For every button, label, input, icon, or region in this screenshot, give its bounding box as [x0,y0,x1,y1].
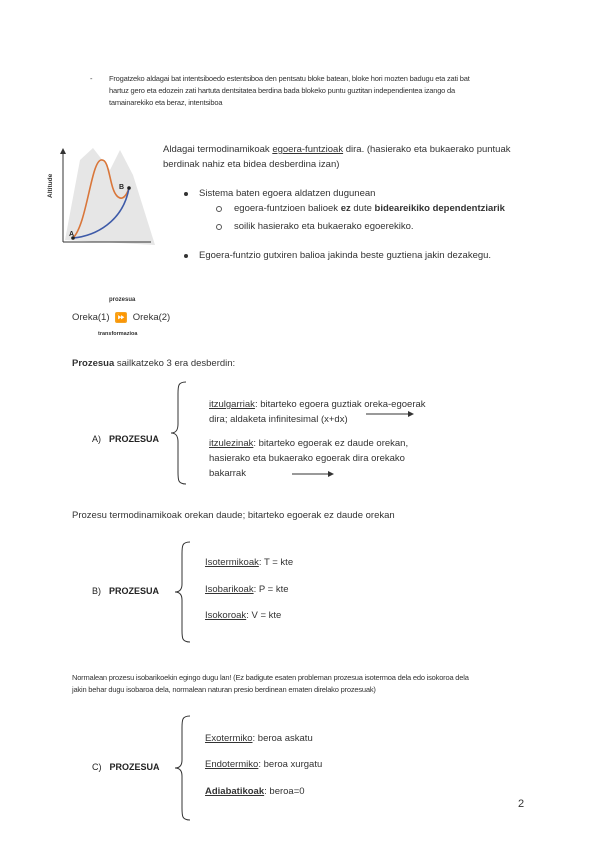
section-c-letter: C) [92,762,102,772]
process-top-label: prozesua [109,297,136,303]
section-a-item-1-term: itzulgarriak [209,399,255,410]
section-b-item-2-term: Isobarikoak [205,584,254,595]
arrow-right-icon [292,470,334,478]
point-b-marker [127,186,131,190]
section-b-title: PROZESUA [109,586,160,596]
figure-point-a: A [69,231,75,238]
section-a-heading [92,434,159,444]
section-c-item-3-term: Adiabatikoak [205,786,265,797]
intro-pre: Aldagai termodinamikoak [163,144,273,155]
figure-point-b: B [119,184,125,191]
state-left: Oreka(1) [72,312,110,323]
process-diagram-row [72,310,170,325]
classify-bold: Prozesua [72,358,115,369]
state-function-intro-line-1 [163,142,563,157]
sub1-mid: dute [350,203,375,214]
state-function-intro [163,142,563,172]
section-c-heading [92,762,160,772]
intro-line-1: Frogatzeko aldagai bat intentsiboedo estentsiboa den pentsatu bloke batean, bloke hori mozten badugu eta zati bat [109,74,470,83]
section-c-item-1-rest: : beroa askatu [252,733,313,744]
section-b-item-1-rest: : T = kte [258,557,294,568]
section-b-item-2-rest: : P = kte [253,584,289,595]
section-a-item-2-line-3: bakarrak [209,468,246,479]
fast-forward-icon: ⏩ [116,313,127,322]
note-b-line-1: Normalean prozesu isobarikoekin egingo dugu lan! (Ez badigute esaten probleman prozesua isotermoa dela edo isokoroa dela [72,673,469,682]
sub-bullet-circle [216,206,222,212]
section-c-brace [172,714,194,822]
sub1-bold: bideareikiko dependentziarik [374,203,505,214]
sub-bullet-1 [234,201,505,216]
section-a-item-1-rest: : bitarteko egoera guztiak oreka-egoerak [254,399,426,410]
section-c-item-2-rest: : beroa xurgatu [258,759,323,770]
intro-line-2: hartuz gero eta edozein zati hartuta dentsitatea berdina bada blokeko puntu guztitan independientea izango da [109,86,455,95]
section-a-item-2-term: itzulezinak [209,438,254,449]
section-c-item-2-term: Endotermiko [205,759,259,770]
section-a-item-1-line-2: dira; aldaketa infinitesimal (x+dx) [209,414,348,425]
section-a-item-2-rest: : bitarteko egoerak ez daude orekan, [253,438,409,449]
section-c-item-1-term: Exotermiko [205,733,253,744]
section-b-letter: B) [92,586,101,596]
intro-paragraph [109,73,549,109]
page-number: 2 [518,798,525,810]
intro-term: egoera-funtzioak [272,144,344,155]
bullet-2: Egoera-funtzio gutxiren balioa jakinda beste guztiena jakin dezakegu. [199,250,492,261]
section-b-item-3 [205,610,281,621]
classify-rest: sailkatzeko 3 era desberdin: [114,358,236,369]
section-b-item-3-term: Isokoroak [205,610,247,621]
section-b-item-1 [205,557,293,568]
state-function-intro-line-2: berdinak nahiz eta bidea desberdina izan) [163,159,340,170]
note-b [72,672,552,696]
section-a-item-2-line-1 [209,436,408,451]
section-a-title: PROZESUA [109,434,160,444]
intro-dash: - [90,74,93,83]
section-b-item-1-term: Isotermikoak [205,557,259,568]
intro-line-3: tamainarekiko eta beraz, intentsiboa [109,98,223,107]
section-b-item-3-rest: : V = kte [246,610,282,621]
note-b-line-2: jakin behar dugu isobaroa dela, normalean naturan presio berdinean ematen direlako prozesuak) [72,685,376,694]
section-c-item-3 [205,786,305,797]
section-a-brace [168,380,190,486]
bullet-dot [184,192,188,196]
process-bottom-label: transformazioa [98,331,138,337]
intro-post: dira. (hasierako eta bukaerako puntuak [343,144,511,155]
sub-bullet-circle [216,224,222,230]
bullet-dot [184,254,188,258]
sub1-pre: egoera-funtzioen balioek [234,203,341,214]
section-c-title: PROZESUA [109,762,160,772]
section-b-item-2 [205,584,289,595]
note-a: Prozesu termodinamikoak orekan daude; bitarteko egoerak ez daude orekan [72,510,395,521]
section-b-heading [92,586,159,596]
figure-y-label: Altitude [47,173,54,198]
classification-heading [72,356,235,371]
section-b-brace [172,540,194,644]
section-a-item-2-line-2: hasierako eta bukaerako egoerak dira orekako [209,453,405,464]
state-right: Oreka(2) [132,312,171,323]
arrow-right-icon [366,410,414,418]
section-c-item-1 [205,733,313,744]
bullet-1: Sistema baten egoera aldatzen dugunean [199,188,376,199]
sub-bullet-2: soilik hasierako eta bukaerako egoerekiko. [234,221,414,232]
sub1-ez: ez [340,203,351,214]
section-c-item-2 [205,759,322,770]
section-c-item-3-rest: : beroa=0 [264,786,305,797]
y-axis-arrow [60,148,66,154]
section-a-letter: A) [92,434,101,444]
